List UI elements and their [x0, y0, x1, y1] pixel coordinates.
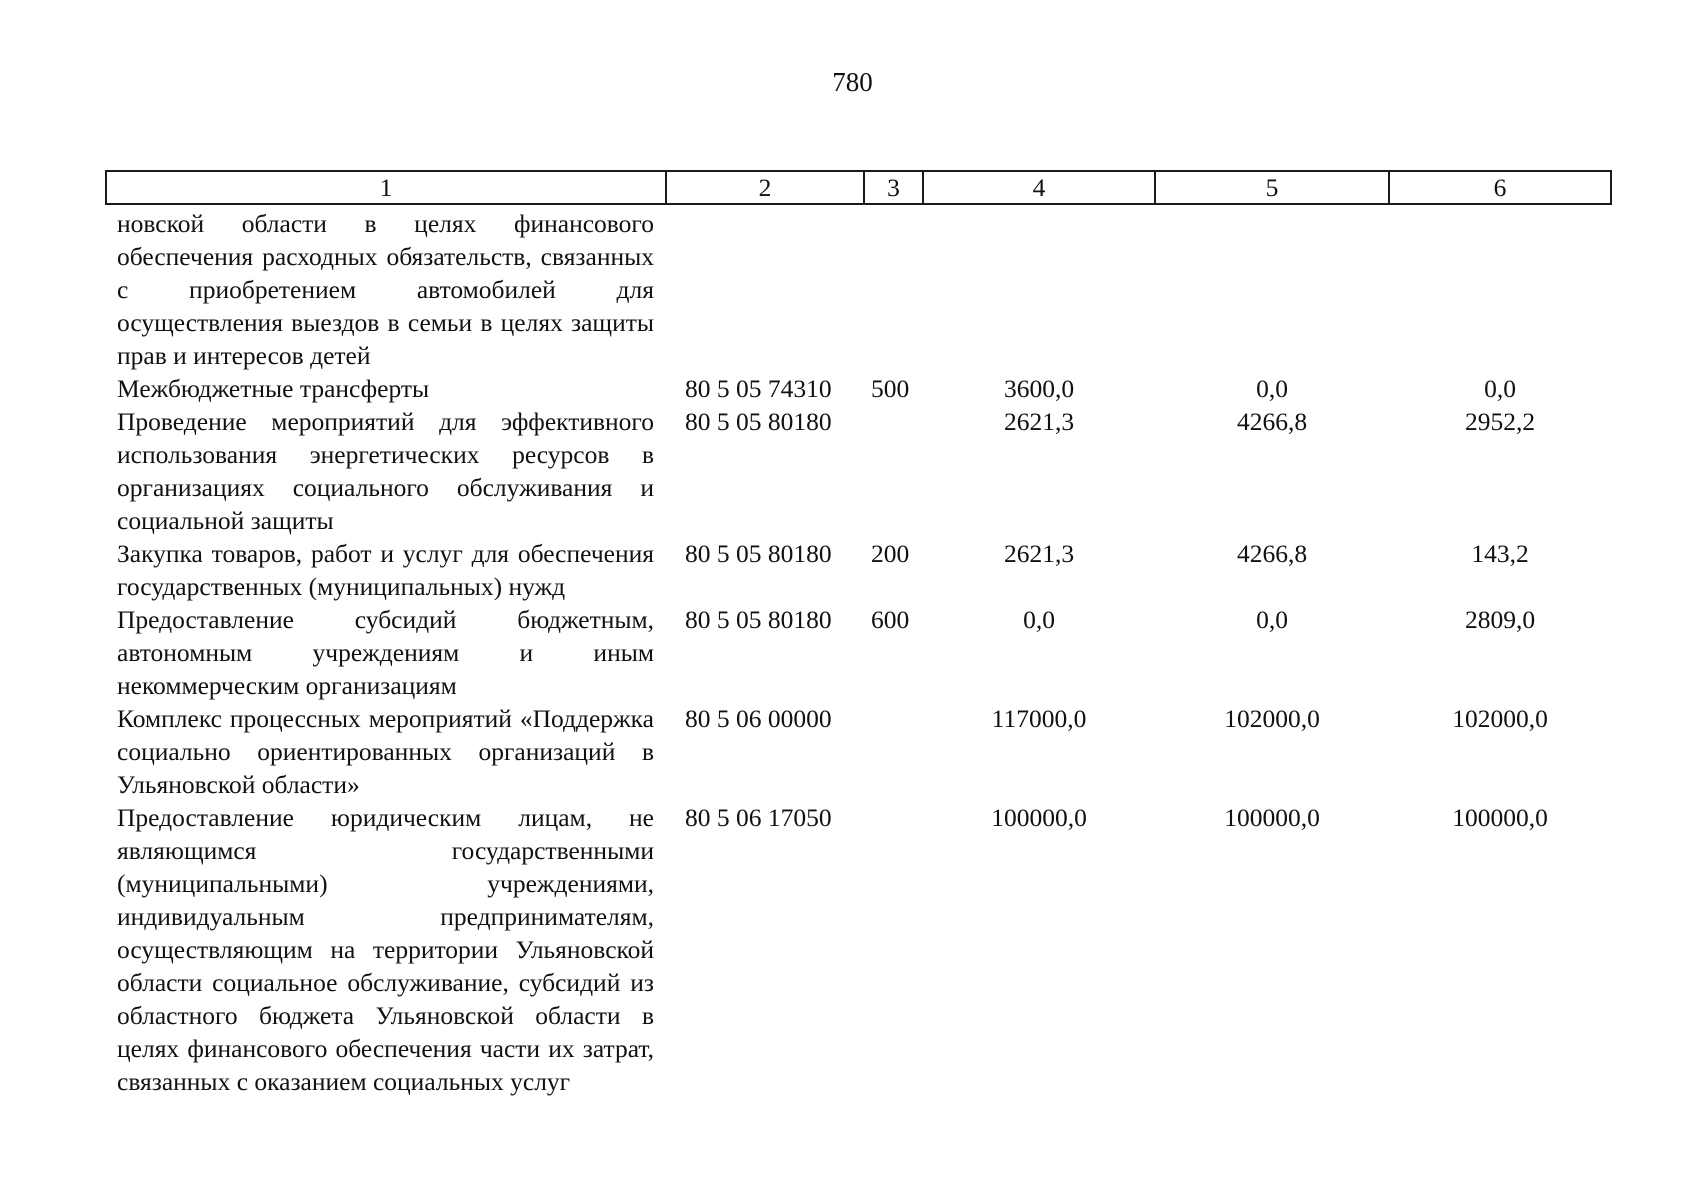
column-header-5: 5 — [1155, 171, 1389, 204]
column-header-4: 4 — [923, 171, 1155, 204]
row-code — [666, 204, 864, 372]
row-code: 80 5 05 80180 — [685, 407, 832, 436]
row-value-col4: 2621,3 — [1003, 539, 1075, 568]
row-expense-type: 200 — [871, 539, 910, 568]
row-value-col4: 2621,3 — [1003, 407, 1075, 436]
row-description: Предоставление юридическим лицам, не являющимся государственными (муниципальными) учреждениями, индивидуальным предпринимателям, осуществляющим на территории Ульяновской области социальное обслуживание, субсидий из областного бюджета Ульяновской области в целях финансового обеспечения части их затрат, связанных с оказанием социальных услуг — [117, 803, 654, 1096]
column-header-2: 2 — [666, 171, 864, 204]
row-expense-type — [864, 204, 923, 372]
row-value-col5: 4266,8 — [1236, 539, 1308, 568]
row-value-col4: 117000,0 — [991, 704, 1087, 733]
row-expense-type — [864, 801, 923, 1098]
row-value-col6: 143,2 — [1471, 539, 1529, 568]
column-header-3: 3 — [864, 171, 923, 204]
row-expense-type: 600 — [871, 605, 910, 634]
row-value-col5: 100000,0 — [1224, 803, 1320, 832]
table-row — [106, 702, 1611, 801]
table-row — [106, 204, 1611, 372]
table-row — [106, 405, 1611, 537]
row-value-col4: 3600,0 — [1003, 374, 1075, 403]
row-value-col4: 0,0 — [1023, 605, 1055, 634]
column-number-header-row — [106, 171, 1611, 204]
row-description: Предоставление субсидий бюджетным, автономным учреждениям и иным некоммерческим организациям — [117, 605, 654, 700]
table-row — [106, 372, 1611, 405]
row-expense-type: 500 — [871, 374, 910, 403]
row-value-col5: 0,0 — [1256, 374, 1288, 403]
row-code: 80 5 06 00000 — [685, 704, 832, 733]
table-row — [106, 603, 1611, 702]
column-header-6: 6 — [1389, 171, 1611, 204]
row-value-col4 — [923, 204, 1155, 372]
row-value-col4: 100000,0 — [991, 803, 1087, 832]
row-value-col5: 102000,0 — [1224, 704, 1320, 733]
row-description: Закупка товаров, работ и услуг для обеспечения государственных (муниципальных) нужд — [117, 539, 654, 601]
row-value-col6: 100000,0 — [1452, 803, 1548, 832]
row-value-col5 — [1155, 204, 1389, 372]
row-value-col6: 2952,2 — [1464, 407, 1536, 436]
row-value-col5: 4266,8 — [1236, 407, 1308, 436]
row-value-col6: 0,0 — [1484, 374, 1516, 403]
row-value-col6: 102000,0 — [1452, 704, 1548, 733]
table-row — [106, 801, 1611, 1098]
row-description: Проведение мероприятий для эффективного использования энергетических ресурсов в организациях социального обслуживания и социальной защиты — [117, 407, 654, 535]
row-description: Комплекс процессных мероприятий «Поддержка социально ориентированных организаций в Ульяновской области» — [117, 704, 654, 799]
row-description: новской области в целях финансового обеспечения расходных обязательств, связанных с приобретением автомобилей для осуществления выездов в семьи в целях защиты прав и интересов детей — [117, 209, 654, 370]
row-description: Межбюджетные трансферты — [117, 374, 430, 403]
page-number: 780 — [832, 67, 873, 97]
column-header-1: 1 — [106, 171, 666, 204]
budget-table — [105, 170, 1612, 1098]
row-code: 80 5 05 80180 — [685, 539, 832, 568]
row-expense-type — [864, 702, 923, 801]
row-value-col5: 0,0 — [1256, 605, 1288, 634]
table-row — [106, 537, 1611, 603]
row-value-col6: 2809,0 — [1464, 605, 1536, 634]
row-code: 80 5 05 74310 — [685, 374, 832, 403]
row-expense-type — [864, 405, 923, 537]
row-value-col6 — [1389, 204, 1611, 372]
row-code: 80 5 05 80180 — [685, 605, 832, 634]
row-code: 80 5 06 17050 — [685, 803, 832, 832]
